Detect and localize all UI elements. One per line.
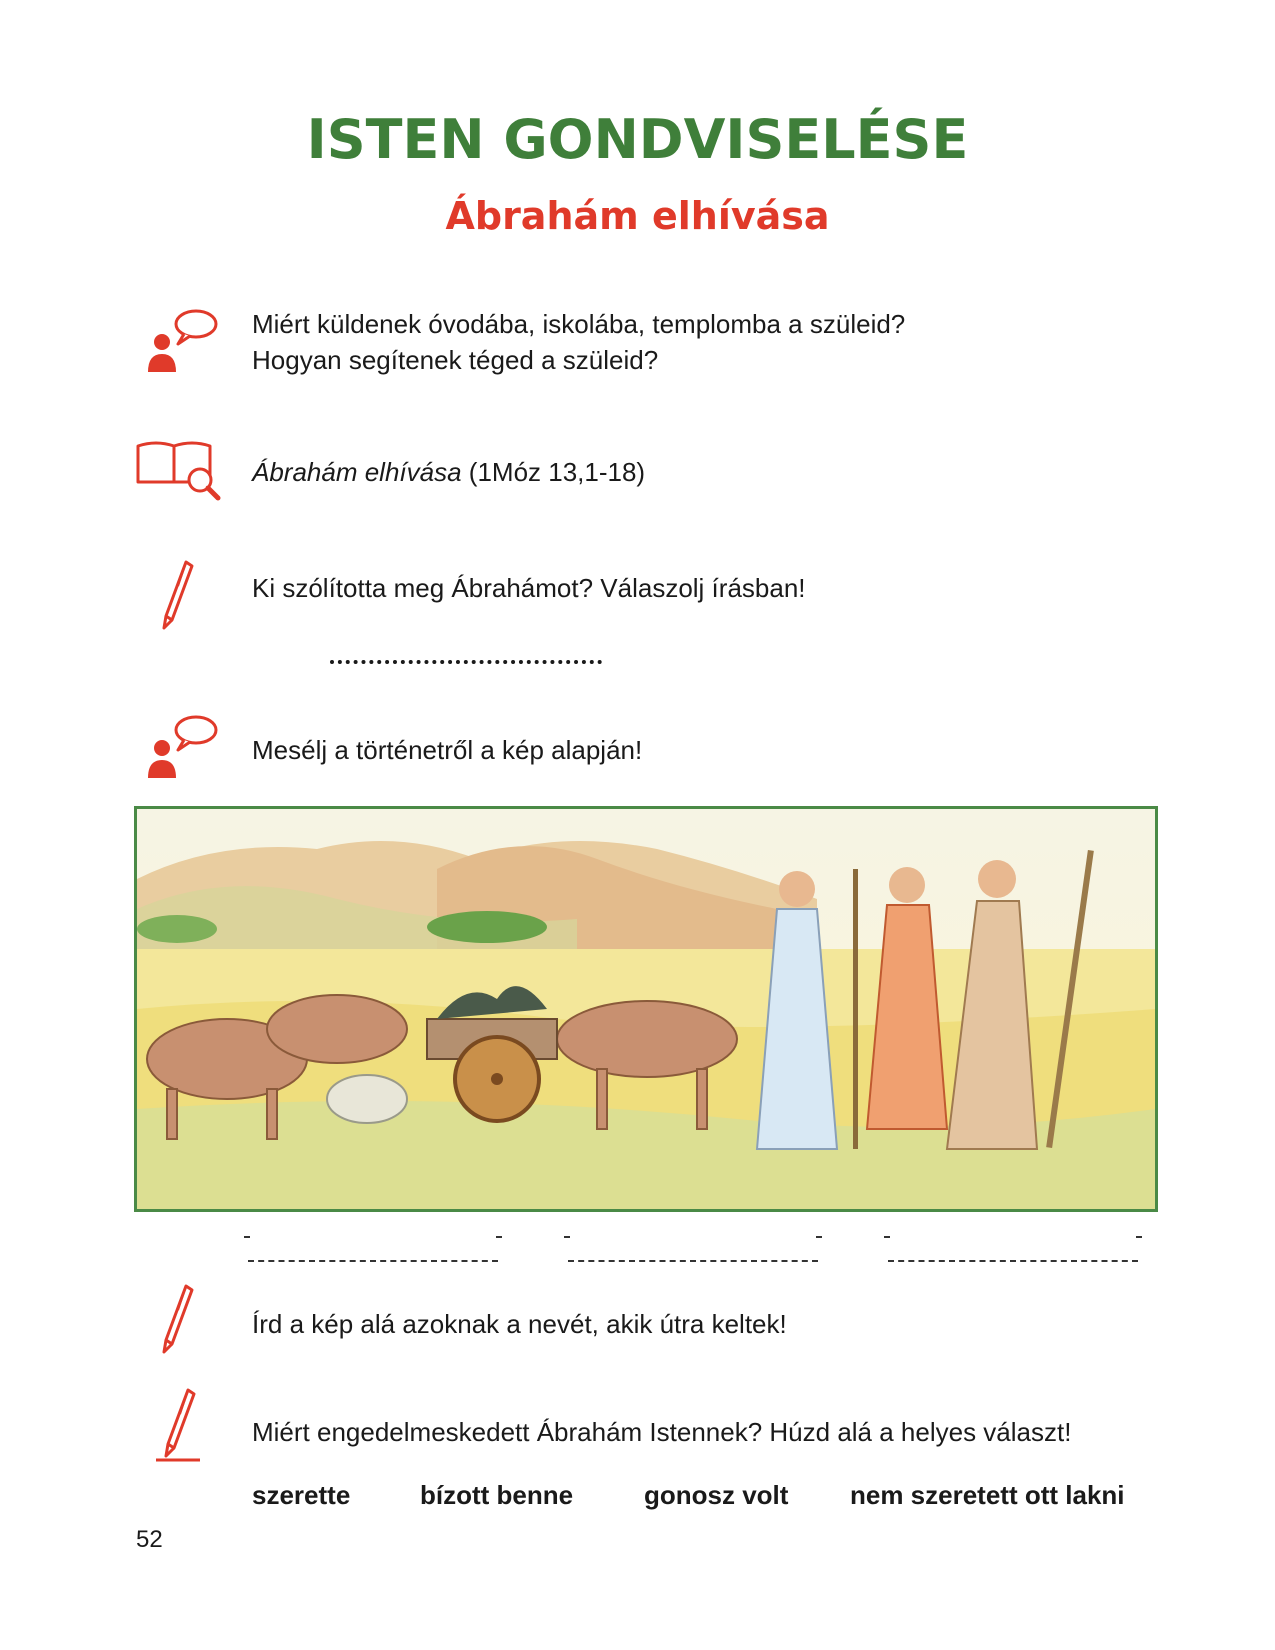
pen-icon [158, 558, 198, 637]
question-parents-line1: Miért küldenek óvodába, iskolába, templomba a szüleid? [252, 309, 906, 339]
book-magnifier-icon [134, 438, 224, 507]
answer-option[interactable]: nem szeretett ott lakni [850, 1480, 1125, 1510]
name-answer-line-3[interactable] [884, 1236, 1142, 1266]
tell-story-prompt: Mesélj a történetről a kép alapján! [252, 735, 643, 765]
page-title: ISTEN GONDVISELÉSE [306, 108, 969, 171]
write-names-prompt: Írd a kép alá azoknak a nevét, akik útra keltek! [252, 1309, 787, 1339]
answer-option[interactable]: bízott benne [420, 1480, 574, 1510]
story-illustration [134, 806, 1158, 1212]
speech-person-icon [142, 308, 222, 377]
answer-option[interactable]: gonosz volt [644, 1480, 789, 1510]
speech-person-icon [142, 714, 222, 783]
answer-dotted-line[interactable] [330, 650, 602, 664]
name-answer-line-1[interactable] [244, 1236, 502, 1266]
question-who-called: Ki szólította meg Ábrahámot? Válaszolj írásban! [252, 573, 806, 603]
answer-options [252, 1480, 1162, 1520]
why-obeyed-prompt: Miért engedelmeskedett Ábrahám Istennek? Húzd alá a helyes választ! [252, 1417, 1072, 1447]
pen-icon [154, 1386, 204, 1471]
page-number: 52 [136, 1526, 163, 1553]
bible-reference [252, 454, 645, 490]
name-answer-line-2[interactable] [564, 1236, 822, 1266]
pen-icon [158, 1282, 198, 1361]
answer-option[interactable]: szerette [252, 1480, 351, 1510]
bible-verse-ref: (1Móz 13,1-18) [461, 457, 646, 487]
question-parents-line2: Hogyan segítenek téged a szüleid? [252, 345, 659, 375]
bible-story-title: Ábrahám elhívása [252, 457, 462, 487]
page-subtitle: Ábrahám elhívása [445, 194, 830, 238]
